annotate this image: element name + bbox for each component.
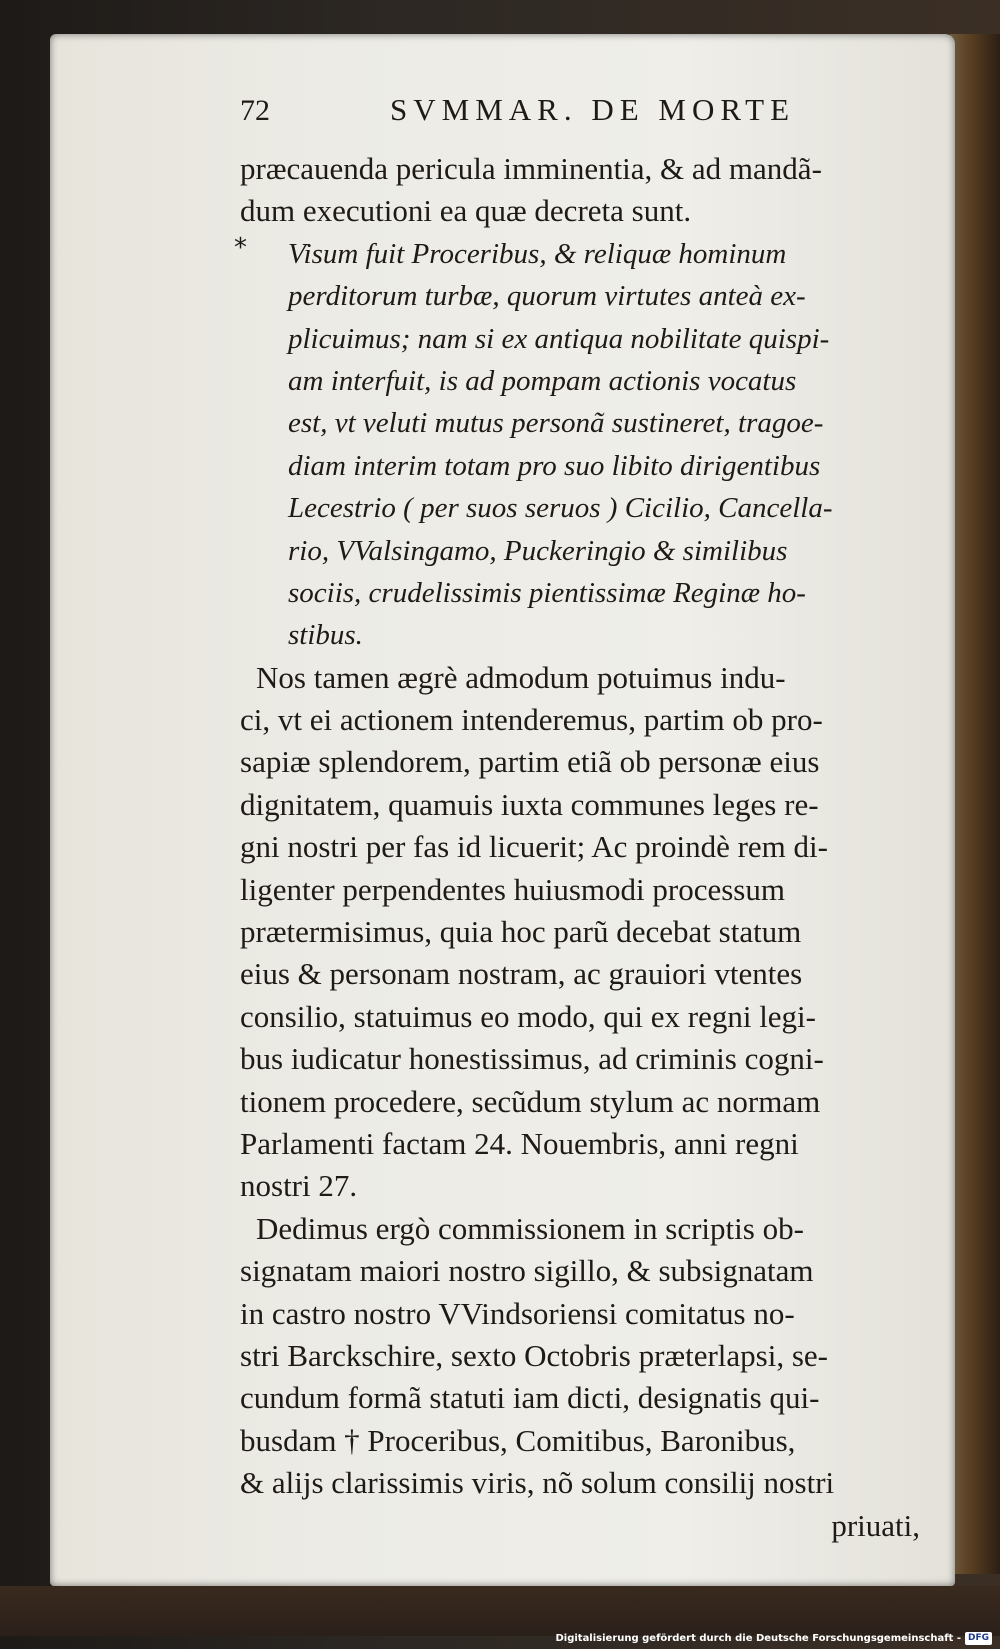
- paragraph-line: gni nostri per fas id licuerit; Ac proindè rem di-: [240, 829, 828, 865]
- italic-line: est, vt veluti mutus personã sustineret, tragoe-: [288, 407, 824, 440]
- text-line: præcauenda pericula imminentia, & ad mandã-: [240, 151, 822, 186]
- italic-note: [234, 232, 920, 657]
- paragraph-line: Parlamenti factam 24. Nouembris, anni regni: [240, 1125, 799, 1161]
- running-title: SVMMAR. DE MORTE: [390, 92, 796, 127]
- page-text: [234, 92, 920, 1547]
- dfg-logo: DFG: [965, 1632, 992, 1645]
- page-number: 72: [240, 94, 270, 127]
- paragraph-line: ligenter perpendentes huiusmodi processum: [240, 871, 785, 907]
- paragraph-line: Dedimus ergò commissionem in scriptis ob-: [256, 1210, 804, 1246]
- paragraph-line: bus iudicatur honestissimus, ad criminis cogni-: [240, 1041, 824, 1077]
- paragraph-line: nostri 27.: [240, 1168, 358, 1204]
- paragraph-line: & alijs clarissimis viris, nõ solum consilij nostri: [240, 1465, 835, 1501]
- paragraph-line: in castro nostro VVindsoriensi comitatus no-: [240, 1295, 795, 1331]
- paragraph-line: sapiæ splendorem, partim etiã ob personæ eius: [240, 744, 820, 780]
- book-fore-edge: [950, 34, 1000, 1574]
- paragraph-line: busdam † Proceribus, Comitibus, Baronibus,: [240, 1422, 796, 1458]
- italic-line: Lecestrio ( per suos seruos ) Cicilio, Cancella-: [288, 492, 833, 525]
- paragraph-line: signatam maiori nostro sigillo, & subsignatam: [240, 1253, 814, 1289]
- paragraph-line: prætermisimus, quia hoc parũ decebat statum: [240, 914, 802, 950]
- paragraph-line: tionem procedere, secũdum stylum ac normam: [240, 1083, 821, 1119]
- paragraph-line: dignitatem, quamuis iuxta communes leges re-: [240, 786, 819, 822]
- italic-line: sociis, crudelissimis pientissimæ Reginæ ho-: [288, 576, 806, 609]
- paragraph-line: Nos tamen ægrè admodum potuimus indu-: [256, 659, 786, 695]
- italic-line: rio, VValsingamo, Puckeringio & similibus: [288, 534, 788, 567]
- credit-text: Digitalisierung gefördert durch die Deutsche Forschungsgemeinschaft -: [555, 1632, 961, 1644]
- paragraph-line: stri Barckschire, sexto Octobris præterlapsi, se-: [240, 1337, 828, 1373]
- paragraph-line: consilio, statuimus eo modo, qui ex regni legi-: [240, 998, 816, 1034]
- italic-line: perditorum turbæ, quorum virtutes anteà ex-: [288, 280, 806, 313]
- paragraph-line: eius & personam nostram, ac grauiori vtentes: [240, 956, 803, 992]
- catchword: priuati,: [831, 1507, 920, 1543]
- italic-line: diam interim totam pro suo libito dirigentibus: [288, 449, 821, 482]
- italic-line: plicuimus; nam si ex antiqua nobilitate quispi-: [288, 322, 830, 355]
- paragraph-line: ci, vt ei actionem intenderemus, partim ob pro-: [240, 702, 823, 738]
- book-bottom-edge: [0, 1586, 1000, 1636]
- italic-line: Visum fuit Proceribus, & reliquæ hominum: [288, 237, 787, 270]
- text-line: dum executioni ea quæ decreta sunt.: [240, 193, 692, 229]
- running-head: [240, 92, 920, 148]
- italic-line: am interfuit, is ad pompam actionis vocatus: [288, 364, 797, 397]
- asterisk-marker: *: [234, 232, 247, 263]
- digitization-credit: [555, 1631, 992, 1645]
- italic-line: stibus.: [288, 619, 363, 652]
- paragraph-line: cundum formã statuti iam dicti, designatis qui-: [240, 1380, 820, 1416]
